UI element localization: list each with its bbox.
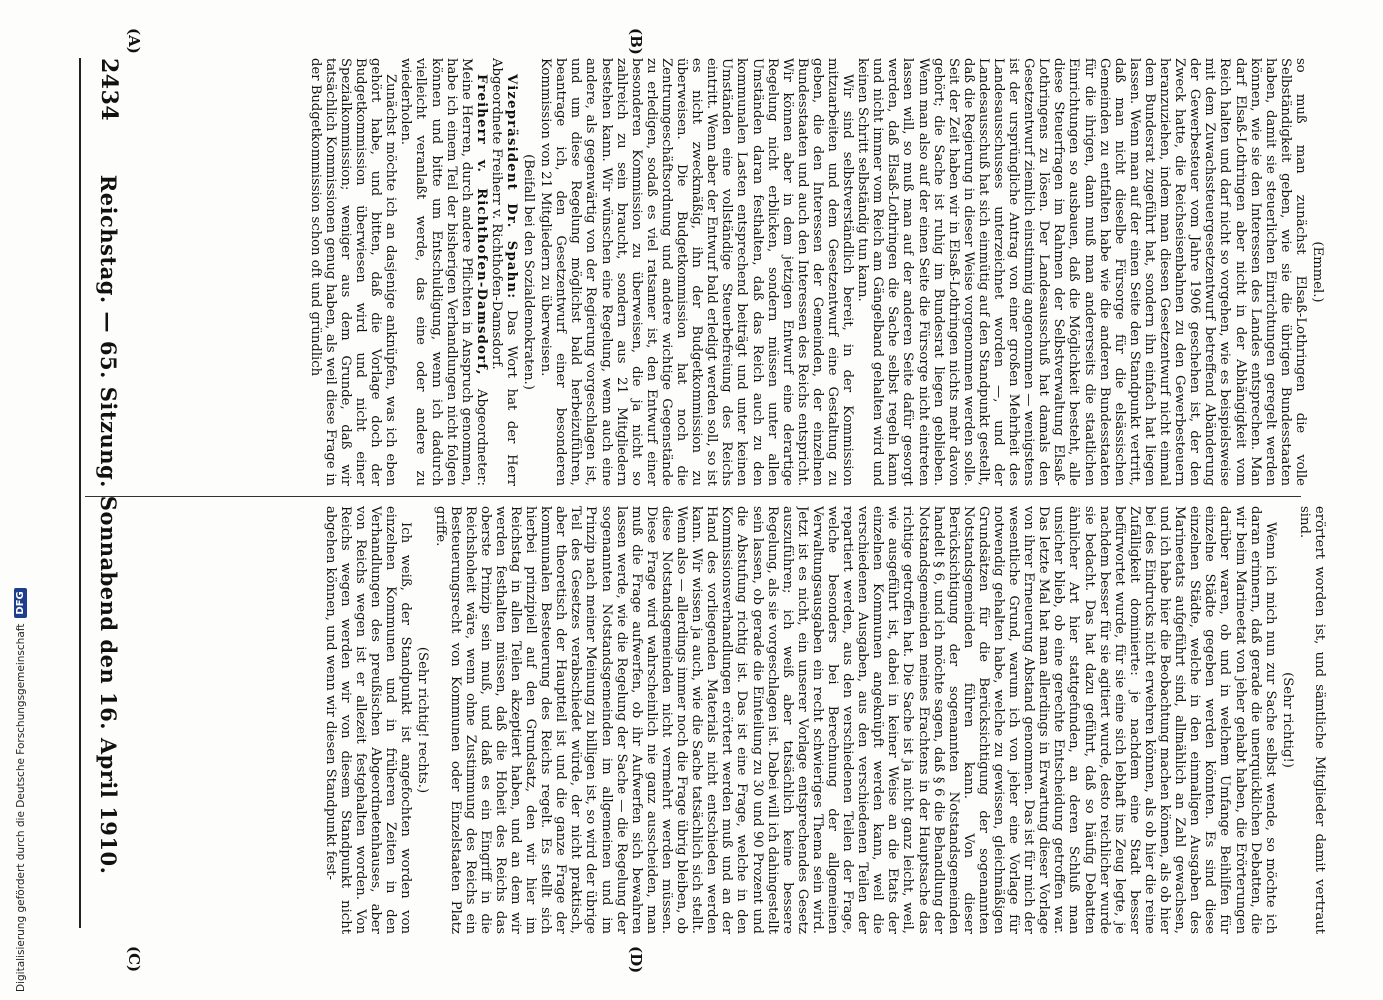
page-title: Reichstag. — 65. Sitzung. Sonnabend den 16. April 1910.: [96, 174, 122, 875]
paragraph: Wir sind selbstverständlich bereit, in der Kommission mitzuarbeiten und dem Gesetzentwurf eine Gestaltung zu geben, die den Interessen der Gemeinden, der einzelnen Bundesstaaten und auch den Interessen des Reichs entspricht. Wir können aber in dem jetzigen Entwurf eine derartige Regelung nicht erblicken, sondern müssen unter allen Umständen daran festhalten, daß das Reich auch zu den kommunalen Lasten entsprechend beiträgt und unter keinen Umständen eine vollständige Steuerbefreiung des Reichs eintritt. Wenn aber der Entwurf bald erledigt werden soll, so ist es nicht zweckmäßig, ihn der Budgetkommission zu überweisen. Die Budgetkommission hat noch die Zentrumgeschäftsordnung und andere wichtige Gegenstände zu erledigen, sodaß es viel ratsamer ist, den Entwurf einer besonderen Kommission zu überweisen, die ja nicht so zahlreich zu sein braucht, sondern aus 21 Mitgliedern bestehen kann. Wir wünschen eine Regelung, wenn auch eine andere, als gegenwärtig von der Regierung vorgeschlagen ist, und um diese Regelung möglichst bald herbeizuführen, beantrage ich, den Gesetzentwurf einer besonderen Kommission von 21 Mitgliedern zu überweisen.: [538, 58, 856, 486]
president-text: Das Wort hat der Herr Abgeordnete Freiherr v. Richthofen-Damsdorf.: [488, 58, 520, 486]
paragraph: Meine Herren, durch andere Pflichten in Anspruch genommen, habe ich einem Teil der bisherigen Verhandlungen nicht folgen können und bitte um Entschuldigung, wenn ich dadurch vielleicht veranlaßt werde, das eine oder andere zu wiederholen.: [398, 58, 474, 486]
interjection: (Sehr richtig!): [1279, 672, 1295, 768]
president-name: Vizepräsident Dr. Spahn:: [504, 74, 520, 300]
dfg-logo: DFG: [14, 588, 27, 617]
paragraph: erörtert worden ist, und sämtliche Mitglieder damit vertraut sind.: [1296, 506, 1327, 934]
margin-letter-a: (A): [125, 28, 143, 54]
paragraph: so muß man zunächst Elsaß-Lothringen die volle Selbständigkeit geben, wie sie die übrigen Bundesstaaten haben, damit sie steuerlichen Einrichtungen geregelt werden können, wie sie den Interessen des Landes entsprechen. Man darf Elsaß-Lothringen aber nicht in der Abhängigkeit vom Reich halten und darf nicht so vorgehen, wie es beispielsweise mit dem Zuwachssteuergesetzentwurf betreffend Abänderung der Gewerbesteuer vom Jahre 1906 geschehen ist, der den Zweck hatte, die Reichseisenbahnen zu den Gewerbesteuern heranzuziehen, indem man diesen Gesetzentwurf nicht einmal dem Bundesrat zugeführt hat, sondern ihn einfach hat liegen lassen. Wenn man auf der einen Seite den Standpunkt vertritt, daß man nicht dieselbe Fürsorge für die elsässischen Gemeinden zu entfalten habe wie die anderen Bundesstaaten für die ihrigen, dann muß man andererseits die staatlichen Einrichtungen so ausbauen, daß die Möglichkeit besteht, alle diese Steuerfragen im Rahmen der Selbstverwaltung Elsaß-Lothringens zu lösen. Der Landesausschuß hat damals den Gesetzentwurf ziemlich einstimmig angenommen — wenigstens ist der ursprüngliche Antrag von einer großen Mehrheit des Landesausschusses unterzeichnet worden —, und der Landesausschuß hat sich einmütig auf den Standpunkt gestellt, daß die Regierung in dieser Weise vorgenommen werden solle. Seit der Zeit haben wir in Elsaß-Lothringen nichts mehr davon gehört; die Sache ist ruhig im Bundesrat liegen geblieben. Wenn man also auf der einen Seite die Fürsorge nicht eintreten lassen will, so muß man auf der anderen Seite dafür gesorgt werden, daß Elsaß-Lothringen die Sache selbst regeln kann und nicht immer vom Reich am Gängelband gehalten wird und keinen Schritt selbständig tun kann.: [855, 58, 1308, 486]
paragraph: Zunächst möchte ich an dasjenige anknüpfen, was ich eben gehört habe, und bitten, daß die Vorlage doch der Budgetkommission überwiesen wird und nicht einer Spezialkommission; weniger aus dem Grunde, daß wir tatsächlich Kommissionen genug haben, als weil diese Frage in der Budgetkommission schon oft und gründlich: [307, 58, 399, 486]
credit-text: Digitalisierung gefördert durch die Deutsche Forschungsgemeinschaft: [14, 623, 27, 992]
paragraph: Ich weiß, der Standpunkt ist angefochten worden von einzelnen Kommunen und in früheren Zeiten in den Verhandlungen des preußischen Abgeordnetenhauses, aber von Reichs wegen ist er allezeit festgehalten worden. Von Reichs wegen werden wir von diesem Standpunkt nicht abgehen können, und wenn wir diesen Standpunkt fest-: [322, 506, 414, 934]
column-divider: [85, 496, 1301, 497]
left-column: [85, 58, 1327, 486]
digitization-credit: [14, 0, 27, 992]
speaker-line: [398, 58, 489, 486]
applause-note: (Beifall bei den Sozialdemokraten.): [521, 154, 537, 390]
margin-letter-c: (C): [125, 946, 143, 973]
speaker-tag: (Emmel.): [1310, 241, 1325, 303]
right-column: [85, 506, 1327, 934]
president-line: [489, 58, 519, 486]
margin-letter-b: (B): [627, 28, 645, 55]
interjection: (Sehr richtig! rechts.): [415, 646, 431, 794]
header-rule: [79, 58, 81, 928]
paragraph: Wenn ich mich nun zur Sache selbst wende, so möchte ich daran erinnern, daß gerade die unerquicklichen Debatten, die wir beim Marineetat von jeher gehabt haben, die Erörterungen darüber waren, ob und in welchem Umfange Beihilfen für einzelne Städte gegeben werden könnten. Es sind diese einzelnen Städte, welche in den einmaligen Ausgaben des Marineetats aufgeführt sind, allmählich an Zahl gewachsen, und ich habe hier die Beobachtung machen können, als ob hier bei des Eindrucks nicht erwehren können, als ob hier die reine Zufälligkeit dominierte: je nachdem eine Stadt besser befürwortet wurde, für sie eine sich lebhaft ins Zeug legte, je nachdem besser für sie agitiert wurde, desto reichlicher wurde sie bedacht. Das hat dazu geführt, daß so häufig Debatten ähnlicher Art hier stattgefunden, an deren Schluß man unsicher blieb, ob eine gerechte Entscheidung getroffen war. Das letzte Mal hat man allerdings in Erwartung dieser Vorlage von ihrer Erneuerung Abstand genommen. Das ist für mich der wesentliche Grund, warum ich von jeher eine Vorlage für notwendig gehalten habe, welche zu gewissen, gleichmäßigen Grundsätzen für die Berücksichtigung der sogenannten Notstandsgemeinden führen kann. Von dieser Berücksichtigung der sogenannten Notstandsgemeinden handelt § 6, und ich möchte sagen, daß § 6 die Behandlung der Notstandsgemeinden meines Erachtens in der Hauptsache das richtige getroffen hat. Die Sache ist ja nicht ganz leicht, weil, wie ausgeführt ist, dabei in keiner Weise an die Etats der einzelnen Kommunen angeknüpft werden kann, weil die verschiedenen Ausgaben, aus den verschiedenen Teilen der repartiert werden, aus den verschiedenen Teilen der Frage, welche besonders bei Berechnung der allgemeinen Verwaltungsausgaben ein recht schwieriges Thema sein wird. Jetzt ist es nicht, ein unserer Vorlage entsprechendes Gesetz auszuführen; ich weiß aber tatsächlich keine bessere Regelung, als sie vorgeschlagen ist. Dabei will ich dahingestellt sein lassen, ob gerade die Einteilung zu 30 und 90 Prozent und die Abstufung richtig ist. Das ist eine Frage, welche in den Kommissionsverhandlungen erörtert werden muß und an der Hand des vorliegenden Materials nicht entschieden werden kann. Wir wissen ja auch, wie die Sache tatsächlich sich stellt. Wenn also — allerdings immer noch die Frage übrig bleiben, ob diese Notstandsgemeinden nicht vermehrt werden müssen. Diese Frage wird wahrscheinlich nie ganz ausscheiden, man muß die Frage aufwerfen, ob ihr Aufwerfen sich bewahren lassen werde, wie die Regelung der Sache — die Regelung der sogenannten Notstandsgemeinden im allgemeinen und im Prinzip nach meiner Meinung zu billigen ist, so wird der übrige Teil des Gesetzes verabschiedet würde, der nicht praktisch, aber theoretisch der Hauptteil ist und die ganze Frage der kommunalen Besteuerung des Reichs regelt. Es stellt sich hierbei prinzipiell auf den Grundsatz, den wir hier im Reichstag in allen Teilen akzeptiert haben, und an dem wir werden festhalten müssen, daß die Hoheit des Reichs das oberste Prinzip sein muß, und daß es ein Eingriff in die Reichshoheit wäre, wenn ohne Zustimmung des Reichs ein Besteuerungsrecht von Kommunen oder Einzelstaaten Platz griffe.: [432, 506, 1278, 934]
page-number: 2434: [96, 58, 122, 122]
speaker-name: Freiherr v. Richthofen-Damsdorf,: [473, 74, 489, 376]
speaker-role: Abgeordneter:: [473, 388, 489, 486]
margin-letter-d: (D): [627, 946, 645, 974]
